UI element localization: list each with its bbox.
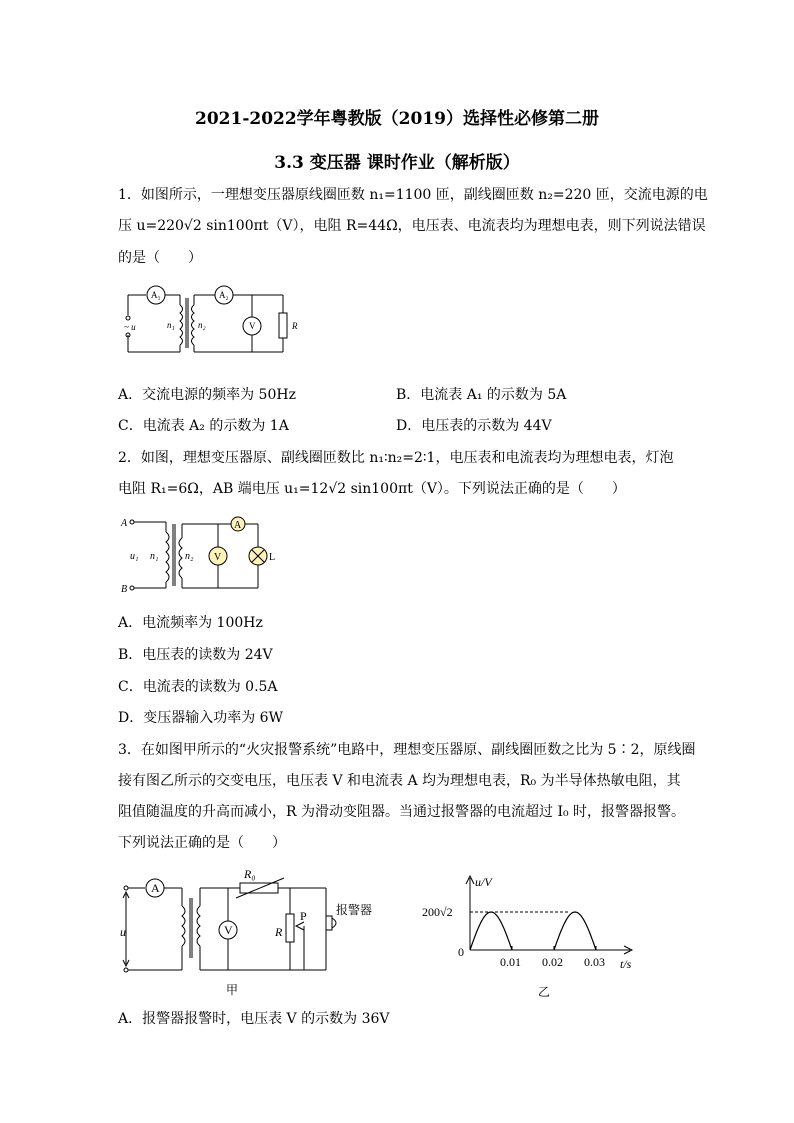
q3-option-a: A．报警器报警时，电压表 V 的示数为 36V bbox=[118, 1011, 390, 1027]
q1-circuit-diagram bbox=[118, 280, 318, 362]
q3-rheostat-label: R bbox=[275, 925, 283, 939]
q1-source-label: ~ u bbox=[124, 322, 136, 332]
q3-u-label: u bbox=[120, 925, 126, 939]
q2-option-a: A．电流频率为 100Hz bbox=[118, 615, 263, 631]
q3-stem-line1: 3．在如图甲所示的“火灾报警系统”电路中，理想变压器原、副线圈匝数之比为 5∶2，原线圈 bbox=[118, 742, 696, 758]
q2-n2-label: n₂ bbox=[185, 551, 194, 562]
q1-stem-line1: 1．如图所示，一理想变压器原线圈匝数 n₁=1100 匝，副线圈匝数 n₂=220 匝，交流电源的电 bbox=[118, 187, 708, 203]
q1-option-c: C．电流表 A₂ 的示数为 1A bbox=[118, 418, 289, 434]
q2-n1-label: n₁ bbox=[150, 551, 159, 562]
q1-resistor-label: R bbox=[292, 321, 298, 331]
q3-graph-tick-1: 0.01 bbox=[500, 955, 521, 969]
q3-ammeter-label: A bbox=[151, 881, 160, 895]
q3-figure-jia-caption: 甲 bbox=[226, 983, 239, 997]
q3-waveform-pulse-1 bbox=[470, 912, 512, 950]
q3-stem-line2: 接有图乙所示的交变电压，电压表 V 和电流表 A 均为理想电表，R₀ 为半导体热敏电阻，其 bbox=[118, 773, 681, 789]
q3-stem-line3: 阻值随温度的升高而减小，R 为滑动变阻器。当通过报警器的电流超过 I₀ 时，报警器报警。 bbox=[118, 804, 686, 820]
q3-figure-yi-caption: 乙 bbox=[538, 985, 551, 999]
q3-graph-peak-label: 200√2 bbox=[422, 905, 453, 919]
q1-option-d: D．电压表的示数为 44V bbox=[396, 418, 552, 434]
q3-figure-yi-graph bbox=[420, 870, 650, 1000]
q2-voltmeter-label: V bbox=[214, 552, 222, 563]
q3-thermistor-label: R₀ bbox=[244, 867, 256, 881]
q2-u1-label: u₁ bbox=[130, 551, 139, 562]
q1-option-b: B．电流表 A₁ 的示数为 5A bbox=[396, 387, 567, 403]
q2-stem-line2: 电阻 R₁=6Ω，AB 端电压 u₁=12√2 sin100πt（V）。下列说法正确的是（ ） bbox=[118, 481, 626, 497]
q2-ammeter-label: A bbox=[234, 520, 242, 531]
q3-graph-ylabel: u/V bbox=[475, 875, 492, 889]
page-subtitle: 3.3 变压器 课时作业（解析版） bbox=[274, 153, 520, 173]
q2-option-c: C．电流表的读数为 0.5A bbox=[118, 679, 278, 695]
q2-option-d: D．变压器输入功率为 6W bbox=[118, 710, 283, 726]
q1-n1-label: n₁ bbox=[167, 320, 175, 330]
q3-graph-tick-2: 0.02 bbox=[542, 955, 563, 969]
q1-ammeter-a1-label: A₁ bbox=[151, 290, 161, 300]
page-title: 2021-2022学年粤教版（2019）选择性必修第二册 bbox=[195, 109, 599, 129]
q2-circuit-diagram bbox=[118, 510, 278, 598]
q2-stem-line1: 2．如图，理想变压器原、副线圈匝数比 n₁∶n₂=2∶1，电压表和电流表均为理想电表，灯泡 bbox=[118, 450, 674, 466]
q1-stem-line2: 压 u=220√2 sin100πt（V），电阻 R=44Ω，电压表、电流表均为理想电表，则下列说法错误 bbox=[118, 218, 706, 234]
q1-stem-line3: 的是（ ） bbox=[118, 250, 202, 266]
q3-waveform-pulse-2 bbox=[554, 912, 596, 950]
q3-graph-tick-3: 0.03 bbox=[584, 955, 605, 969]
q1-option-a: A．交流电源的频率为 50Hz bbox=[118, 387, 296, 403]
q3-slider-p-label: P bbox=[300, 909, 307, 923]
q2-lamp-label: L bbox=[269, 552, 276, 563]
q2-option-b: B．电压表的读数为 24V bbox=[118, 647, 273, 663]
q1-ammeter-a2-label: A₂ bbox=[219, 290, 229, 300]
q3-graph-origin-label: 0 bbox=[458, 945, 464, 959]
q3-graph-xlabel: t/s bbox=[620, 957, 632, 971]
q3-stem-line4: 下列说法正确的是（ ） bbox=[118, 835, 286, 851]
q1-n2-label: n₂ bbox=[198, 320, 206, 330]
q3-voltmeter-label: V bbox=[224, 923, 233, 937]
q1-voltmeter-label: V bbox=[249, 321, 256, 331]
q2-terminal-a-label: A bbox=[121, 518, 128, 529]
q2-terminal-b-label: B bbox=[121, 584, 128, 595]
q3-alarm-label: 报警器 bbox=[336, 903, 373, 917]
q3-figure-jia-circuit bbox=[116, 866, 396, 998]
